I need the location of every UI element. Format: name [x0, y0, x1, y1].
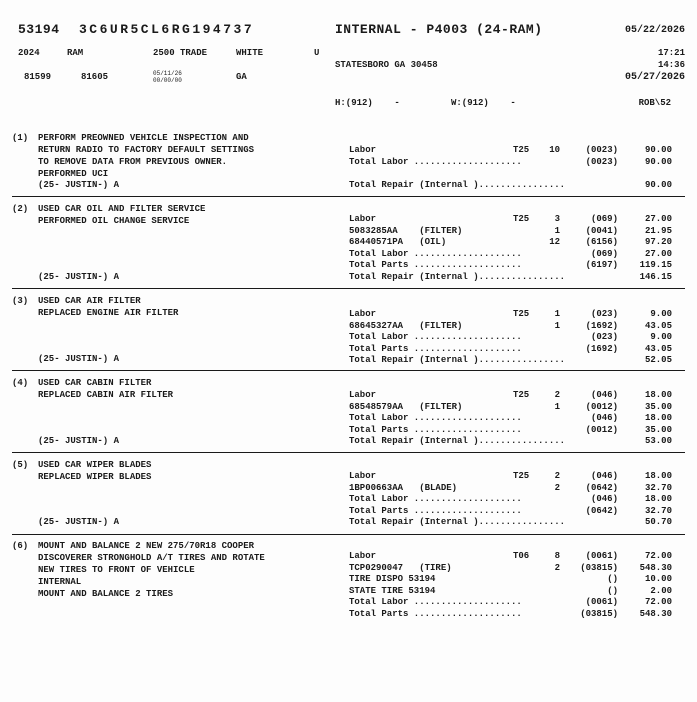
line-label: Labor: [349, 390, 377, 400]
line-label: TIRE DISPO 53194: [349, 574, 436, 585]
header-date: 05/22/2026: [624, 25, 685, 36]
technician: (25- JUSTIN-) A: [38, 180, 120, 190]
job-description-line: REPLACED CABIN AIR FILTER: [38, 390, 174, 400]
line-label: Total Repair (Internal )................: [349, 179, 566, 190]
line-code: T06: [513, 551, 530, 561]
line-amount: 548.30: [639, 609, 672, 619]
line-amount: 2.00: [650, 585, 672, 596]
line-ref: (0061): [585, 597, 618, 608]
job-description-line: PERFORMED UCI: [38, 169, 109, 179]
line-label: 1BP00663AA (BLADE): [349, 482, 458, 493]
line-ref: (0023): [585, 156, 618, 167]
line-ref: (0642): [585, 482, 618, 493]
section-divider: [12, 196, 685, 197]
line-ref: (0041): [585, 225, 618, 236]
vehicle-color: WHITE: [236, 48, 264, 58]
date-2: 05/27/2026: [624, 72, 685, 83]
line-amount: 27.00: [644, 214, 672, 224]
line-amount: 9.00: [650, 309, 672, 319]
line-label: Total Parts ....................: [349, 505, 522, 516]
line-label: STATE TIRE 53194: [349, 585, 436, 596]
line-qty: 2: [554, 482, 560, 493]
line-label: 68548579AA (FILTER): [349, 401, 463, 412]
line-label: Labor: [349, 471, 377, 481]
line-amount: 18.00: [644, 471, 672, 481]
line-qty: 1: [554, 309, 560, 319]
line-code: T25: [513, 471, 530, 481]
line-label: TCP0290047 (TIRE): [349, 562, 452, 573]
job-description-line: MOUNT AND BALANCE 2 TIRES: [38, 589, 174, 599]
vin: 3C6UR5CL6RG194737: [79, 22, 255, 37]
job-number: (6): [12, 541, 29, 551]
line-label: Total Repair (Internal )................: [349, 436, 566, 447]
job-number: (4): [12, 378, 29, 388]
line-label: Total Labor ....................: [349, 248, 522, 259]
job-description-line: REPLACED ENGINE AIR FILTER: [38, 308, 179, 318]
line-ref: (03815): [580, 609, 618, 619]
line-ref: (069): [590, 248, 618, 259]
job-number: (2): [12, 204, 29, 214]
line-ref: (03815): [580, 562, 618, 573]
line-qty: 3: [554, 214, 560, 224]
line-qty: 1: [554, 320, 560, 331]
line-qty: 12: [549, 237, 560, 248]
line-amount: 27.00: [644, 248, 672, 259]
line-ref: (6197): [585, 260, 618, 271]
technician: (25- JUSTIN-) A: [38, 517, 120, 527]
vehicle-flag: U: [314, 48, 320, 58]
line-label: Total Labor ....................: [349, 332, 522, 343]
job-number: (3): [12, 296, 29, 306]
line-amount: 21.95: [644, 225, 672, 236]
vehicle-make: RAM: [67, 48, 84, 58]
job-number: (1): [12, 133, 29, 143]
line-amount: 18.00: [644, 413, 672, 424]
technician: (25- JUSTIN-) A: [38, 272, 120, 282]
line-amount: 72.00: [644, 597, 672, 608]
line-ref: (023): [590, 309, 618, 319]
dealer-address: STATESBORO GA 30458: [335, 60, 438, 70]
line-amount: 90.00: [644, 156, 672, 167]
vehicle-year: 2024: [18, 48, 40, 58]
job-description-line: TO REMOVE DATA FROM PREVIOUS OWNER.: [38, 157, 228, 167]
line-ref: (046): [590, 390, 618, 400]
line-ref: (6156): [585, 237, 618, 248]
job-description-line: REPLACED WIPER BLADES: [38, 472, 152, 482]
line-qty: 1: [554, 401, 560, 412]
line-amount: 52.05: [644, 355, 672, 366]
line-label: Total Labor ....................: [349, 494, 522, 505]
line-label: Total Parts ....................: [349, 424, 522, 435]
job-description-line: PERFORM PREOWNED VEHICLE INSPECTION AND: [38, 133, 249, 143]
line-ref: (): [607, 585, 618, 596]
line-code: T25: [513, 309, 530, 319]
line-ref: (0642): [585, 505, 618, 516]
line-ref: (1692): [585, 343, 618, 354]
line-label: Total Parts ....................: [349, 343, 522, 354]
line-ref: (0012): [585, 424, 618, 435]
line-qty: 2: [554, 562, 560, 573]
stock-number: 53194: [18, 22, 60, 37]
line-ref: (069): [590, 214, 618, 224]
job-description-line: USED CAR WIPER BLADES: [38, 460, 152, 470]
line-amount: 548.30: [639, 562, 672, 573]
line-label: Total Repair (Internal )................: [349, 517, 566, 528]
section-divider: [12, 534, 685, 535]
line-ref: (046): [590, 471, 618, 481]
job-number: (5): [12, 460, 29, 470]
line-amount: 146.15: [639, 272, 672, 282]
job-description-line: NEW TIRES TO FRONT OF VEHICLE: [38, 565, 195, 575]
small-date-1: 05/11/26: [153, 70, 182, 77]
line-label: 68440571PA (OIL): [349, 237, 447, 248]
line-amount: 18.00: [644, 494, 672, 505]
line-amount: 9.00: [650, 332, 672, 343]
line-amount: 53.00: [644, 436, 672, 447]
line-label: Total Repair (Internal )................: [349, 272, 566, 282]
line-amount: 50.70: [644, 517, 672, 528]
line-amount: 18.00: [644, 390, 672, 400]
section-divider: [12, 288, 685, 289]
line-label: Labor: [349, 145, 377, 155]
job-description-line: RETURN RADIO TO FACTORY DEFAULT SETTINGS: [38, 145, 255, 155]
line-amount: 72.00: [644, 551, 672, 561]
line-code: T25: [513, 214, 530, 224]
line-label: Labor: [349, 551, 377, 561]
line-ref: (1692): [585, 320, 618, 331]
line-ref: (0023): [585, 145, 618, 155]
line-amount: 35.00: [644, 424, 672, 435]
line-amount: 32.70: [644, 482, 672, 493]
line-label: Total Labor ....................: [349, 156, 522, 167]
job-description-line: USED CAR AIR FILTER: [38, 296, 141, 306]
ro-title: INTERNAL - P4003 (24-RAM): [335, 22, 543, 37]
line-amount: 10.00: [644, 574, 672, 585]
code-2: 81605: [81, 72, 109, 82]
line-ref: (046): [590, 413, 618, 424]
line-amount: 97.20: [644, 237, 672, 248]
line-ref: (): [607, 574, 618, 585]
line-qty: 2: [554, 471, 560, 481]
state: GA: [236, 72, 247, 82]
line-qty: 1: [554, 225, 560, 236]
small-date-2: 00/00/00: [153, 77, 182, 84]
line-ref: (046): [590, 494, 618, 505]
job-description-line: PERFORMED OIL CHANGE SERVICE: [38, 216, 190, 226]
technician: (25- JUSTIN-) A: [38, 354, 120, 364]
job-description-line: USED CAR OIL AND FILTER SERVICE: [38, 204, 206, 214]
line-label: Total Labor ....................: [349, 597, 522, 608]
technician: (25- JUSTIN-) A: [38, 436, 120, 446]
line-code: T25: [513, 145, 530, 155]
line-amount: 90.00: [644, 179, 672, 190]
line-amount: 90.00: [644, 145, 672, 155]
line-label: Total Labor ....................: [349, 413, 522, 424]
line-ref: (0061): [585, 551, 618, 561]
line-amount: 119.15: [639, 260, 672, 271]
line-amount: 43.05: [644, 343, 672, 354]
job-description-line: MOUNT AND BALANCE 2 NEW 275/70R18 COOPER: [38, 541, 255, 551]
line-label: Total Parts ....................: [349, 609, 522, 619]
line-amount: 43.05: [644, 320, 672, 331]
job-description-line: INTERNAL: [38, 577, 82, 587]
line-label: 68645327AA (FILTER): [349, 320, 463, 331]
work-phone: W:(912) -: [451, 98, 516, 108]
job-description-line: DISCOVERER STRONGHOLD A/T TIRES AND ROTATE: [38, 553, 265, 563]
line-code: T25: [513, 390, 530, 400]
home-phone: H:(912) -: [335, 98, 400, 108]
line-label: 5083285AA (FILTER): [349, 225, 463, 236]
line-amount: 35.00: [644, 401, 672, 412]
line-label: Labor: [349, 309, 377, 319]
service-writer: ROB\52: [638, 98, 671, 108]
line-qty: 2: [554, 390, 560, 400]
line-ref: (023): [590, 332, 618, 343]
time-2: 14:36: [657, 60, 685, 70]
code-1: 81599: [24, 72, 52, 82]
line-label: Total Parts ....................: [349, 260, 522, 271]
job-description-line: USED CAR CABIN FILTER: [38, 378, 152, 388]
line-label: Labor: [349, 214, 377, 224]
line-label: Total Repair (Internal )................: [349, 355, 566, 366]
line-qty: 8: [554, 551, 560, 561]
line-amount: 32.70: [644, 505, 672, 516]
line-qty: 10: [549, 145, 560, 155]
section-divider: [12, 452, 685, 453]
section-divider: [12, 370, 685, 371]
time-1: 17:21: [657, 48, 685, 58]
line-ref: (0012): [585, 401, 618, 412]
vehicle-model: 2500 TRADE: [153, 48, 208, 58]
